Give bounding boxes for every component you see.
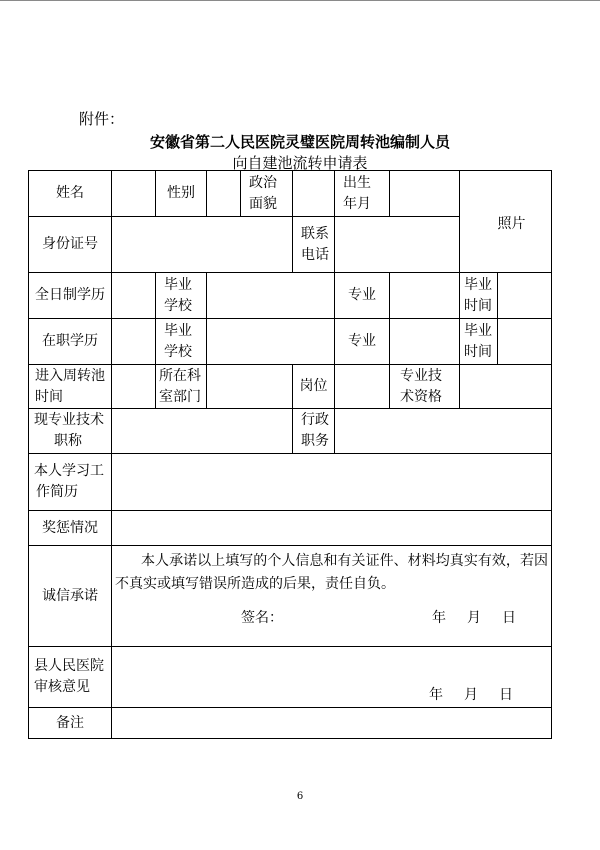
inservice-education-cell[interactable] (112, 319, 156, 365)
pool-entry-time-cell[interactable] (112, 365, 156, 409)
pledge-text: 本人承诺以上填写的个人信息和有关证件、材料均真实有效，若因不真实或填写错误所造成的后果，责任自负。 (115, 553, 548, 592)
remarks-label: 备注 (29, 708, 112, 739)
integrity-pledge-label: 诚信承诺 (29, 546, 112, 647)
inservice-education-label: 在职学历 (29, 319, 112, 365)
rewards-label: 奖惩情况 (29, 511, 112, 546)
pledge-year-label: 年 (432, 610, 446, 626)
row-rewards (29, 511, 552, 546)
fulltime-major-label: 专业 (335, 273, 390, 319)
pledge-month-label: 月 (467, 610, 481, 626)
post-cell[interactable] (335, 365, 390, 409)
professional-title-cell[interactable] (112, 409, 293, 454)
hospital-review-cell[interactable] (112, 647, 552, 708)
political-status-label: 政治 面貌 (241, 171, 293, 217)
form-title-line-1: 安徽省第二人民医院灵璧医院周转池编制人员 (149, 133, 450, 151)
department-label: 所在科 室部门 (156, 365, 207, 409)
inservice-major-label: 专业 (335, 319, 390, 365)
name-cell[interactable] (112, 171, 156, 217)
fulltime-school-cell[interactable] (207, 273, 335, 319)
signature-label: 签名： (241, 610, 283, 626)
row-title-admin (29, 409, 552, 454)
pool-entry-time-label: 进入周转池 时间 (29, 365, 112, 409)
row-pool-entry (29, 365, 552, 409)
inservice-school-label: 毕业 学校 (156, 319, 207, 365)
department-cell[interactable] (207, 365, 293, 409)
photo-label: 照片 (497, 216, 526, 232)
contact-phone-cell[interactable] (335, 217, 460, 273)
name-label: 姓名 (29, 171, 112, 217)
birth-date-cell[interactable] (390, 171, 460, 217)
fulltime-grad-time-label: 毕业 时间 (460, 273, 498, 319)
form-title-line-2: 向自建池流转申请表 (232, 154, 368, 172)
professional-qualification-cell[interactable] (460, 365, 552, 409)
row-integrity-pledge (29, 546, 552, 647)
row-inservice-education (29, 319, 552, 365)
fulltime-education-label: 全日制学历 (29, 273, 112, 319)
post-label: 岗位 (293, 365, 335, 409)
row-remarks (29, 708, 552, 739)
fulltime-major-cell[interactable] (390, 273, 460, 319)
id-number-label: 身份证号 (29, 217, 112, 273)
review-date-line (112, 647, 551, 707)
resume-label: 本人学习工 作简历 (29, 454, 112, 511)
row-hospital-review (29, 647, 552, 708)
fulltime-education-cell[interactable] (112, 273, 156, 319)
birth-date-label: 出生 年月 (335, 171, 390, 217)
signature-date-line (115, 608, 548, 630)
inservice-grad-time-cell[interactable] (498, 319, 552, 365)
pledge-day-label: 日 (502, 610, 516, 626)
professional-qualification-label: 专业技 术资格 (390, 365, 460, 409)
fulltime-grad-time-cell[interactable] (498, 273, 552, 319)
row-basic-info (29, 171, 552, 217)
contact-phone-label: 联系 电话 (293, 217, 335, 273)
inservice-major-cell[interactable] (390, 319, 460, 365)
row-fulltime-education (29, 273, 552, 319)
gender-label: 性别 (156, 171, 207, 217)
page-number: 6 (296, 791, 304, 802)
review-year-label: 年 (429, 687, 443, 703)
integrity-pledge-cell (112, 546, 552, 647)
photo-cell[interactable] (460, 171, 552, 273)
inservice-grad-time-label: 毕业 时间 (460, 319, 498, 365)
top-border-line (0, 0, 600, 1)
political-status-cell[interactable] (293, 171, 335, 217)
application-form-table (28, 170, 552, 739)
inservice-school-cell[interactable] (207, 319, 335, 365)
administrative-post-label: 行政 职务 (293, 409, 335, 454)
review-month-label: 月 (464, 687, 478, 703)
hospital-review-label: 县人民医院 审核意见 (29, 647, 112, 708)
remarks-cell[interactable] (112, 708, 552, 739)
id-number-cell[interactable] (112, 217, 293, 273)
review-day-label: 日 (499, 687, 513, 703)
rewards-cell[interactable] (112, 511, 552, 546)
resume-cell[interactable] (112, 454, 552, 511)
fulltime-school-label: 毕业 学校 (156, 273, 207, 319)
professional-title-label: 现专业技术 职称 (29, 409, 112, 454)
attachment-label: 附件： (79, 110, 125, 128)
row-resume (29, 454, 552, 511)
administrative-post-cell[interactable] (335, 409, 552, 454)
gender-cell[interactable] (207, 171, 241, 217)
